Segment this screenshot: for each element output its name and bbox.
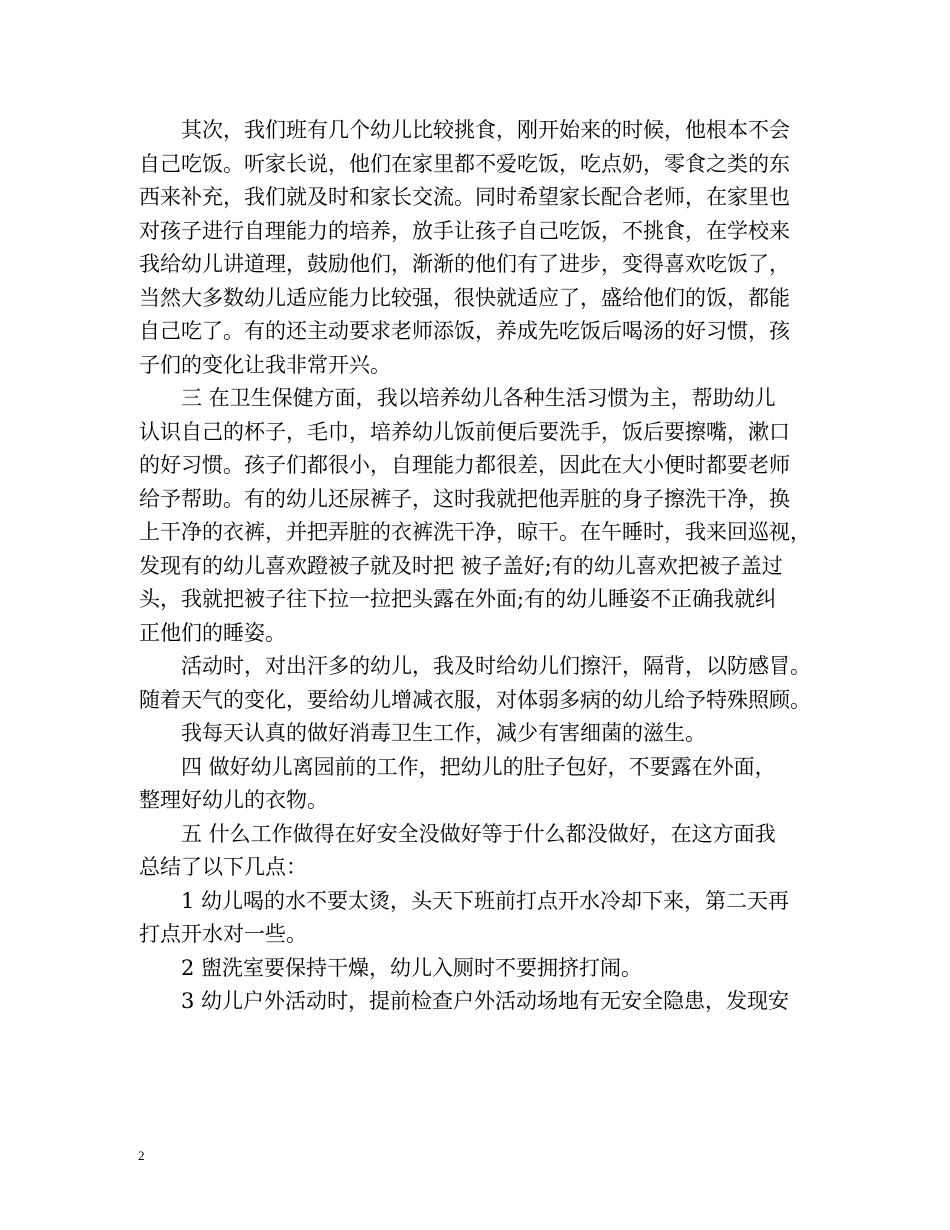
text-line: 给予帮助。有的幼儿还尿裤子，这时我就把他弄脏的身子擦洗干净，换 bbox=[139, 486, 790, 511]
text-line: 上干净的衣裤，并把弄脏的衣裤洗干净，晾干。在午睡时，我来回巡视， bbox=[139, 520, 811, 544]
text-line: 其次，我们班有几个幼儿比较挑食，刚开始来的时候，他根本不会 bbox=[181, 118, 790, 142]
text-line: 三 在卫生保健方面，我以培养幼儿各种生活习惯为主，帮助幼儿 bbox=[181, 386, 776, 410]
text-line: 子们的变化让我非常开兴。 bbox=[139, 352, 391, 377]
text-line: 西来补充，我们就及时和家长交流。同时希望家长配合老师，在家里也 bbox=[139, 185, 790, 209]
text-line: 五 什么工作做得在好安全没做好等于什么都没做好，在这方面我 bbox=[181, 821, 776, 846]
page-number: 2 bbox=[138, 1148, 145, 1163]
text-line: 自己吃饭。听家长说，他们在家里都不爱吃饭，吃点奶，零食之类的东 bbox=[139, 151, 790, 176]
text-line: 发现有的幼儿喜欢蹬被子就及时把 被子盖好;有的幼儿喜欢把被子盖过 bbox=[139, 553, 783, 578]
text-line: 自己吃了。有的还主动要求老师添饭，养成先吃饭后喝汤的好习惯，孩 bbox=[139, 319, 790, 343]
text-line: 2 盥洗室要保持干燥，幼儿入厕时不要拥挤打闹。 bbox=[181, 955, 643, 980]
text-line: 3 幼儿户外活动时，提前检查户外活动场地有无安全隐患，发现安 bbox=[181, 989, 790, 1013]
text-line: 我每天认真的做好消毒卫生工作，减少有害细菌的滋生。 bbox=[181, 721, 706, 745]
text-line: 我给幼儿讲道理，鼓励他们，渐渐的他们有了进步，变得喜欢吃饭了， bbox=[139, 252, 790, 276]
text-line: 认识自己的杯子，毛巾，培养幼儿饭前便后要洗手，饭后要擦嘴，漱口 bbox=[139, 419, 790, 444]
text-line: 正他们的睡姿。 bbox=[139, 620, 286, 645]
body-text bbox=[139, 114, 839, 1019]
text-line: 随着天气的变化，要给幼儿增减衣服，对体弱多病的幼儿给予特殊照顾。 bbox=[139, 687, 811, 712]
text-line: 头，我就把被子往下拉一拉把头露在外面;有的幼儿睡姿不正确我就纠 bbox=[139, 587, 777, 611]
text-line: 总结了以下几点： bbox=[139, 855, 307, 879]
text-line: 对孩子进行自理能力的培养，放手让孩子自己吃饭，不挑食，在学校来 bbox=[139, 218, 790, 243]
text-line: 整理好幼儿的衣物。 bbox=[139, 788, 328, 812]
text-line: 当然大多数幼儿适应能力比较强，很快就适应了，盛给他们的饭，都能 bbox=[139, 285, 790, 310]
text-line: 的好习惯。孩子们都很小，自理能力都很差，因此在大小便时都要老师 bbox=[139, 453, 790, 477]
text-line: 1 幼儿喝的水不要太烫，头天下班前打点开水冷却下来，第二天再 bbox=[181, 888, 790, 913]
text-line: 四 做好幼儿离园前的工作，把幼儿的肚子包好，不要露在外面， bbox=[181, 754, 776, 779]
text-line: 打点开水对一些。 bbox=[139, 922, 307, 946]
text-line: 活动时，对出汗多的幼儿，我及时给幼儿们擦汗，隔背，以防感冒。 bbox=[181, 654, 811, 678]
